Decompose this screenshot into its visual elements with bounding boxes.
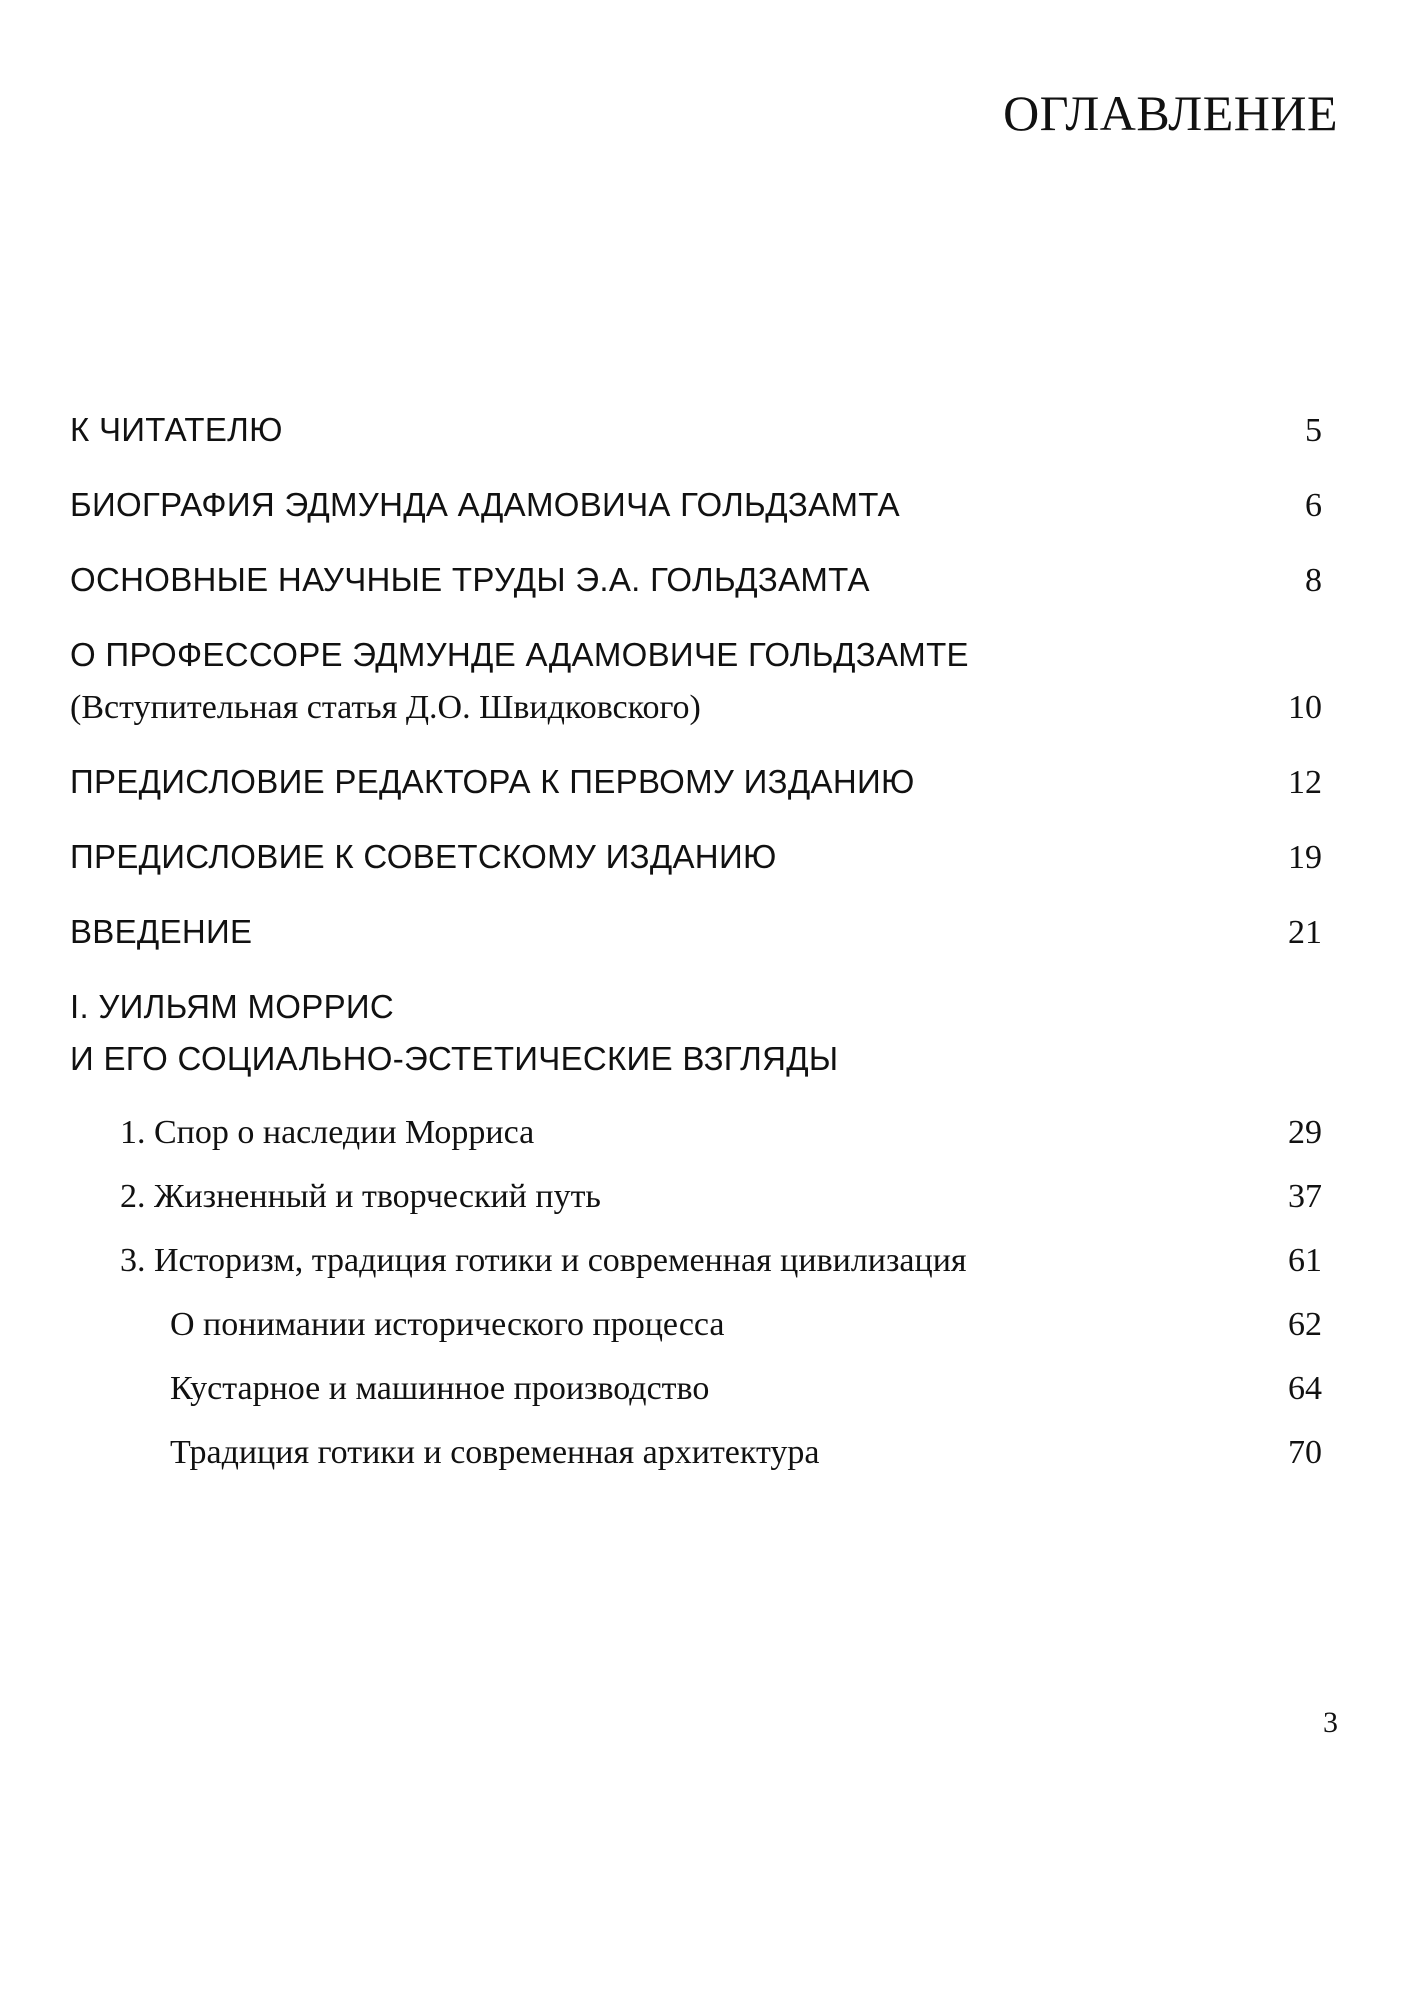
page-number: 3 bbox=[1323, 1706, 1338, 1739]
toc-entry-about-professor[interactable] bbox=[70, 629, 1322, 734]
toc-entry-title: К ЧИТАТЕЛЮ bbox=[70, 411, 283, 448]
toc-entry-page: 61 bbox=[1288, 1242, 1322, 1279]
toc-entry-title: 1. Спор о наследии Морриса bbox=[120, 1114, 535, 1151]
toc-entry-page: 10 bbox=[1288, 689, 1322, 726]
toc-entry-title: ПРЕДИСЛОВИЕ К СОВЕТСКОМУ ИЗДАНИЮ bbox=[70, 838, 777, 875]
toc-entry-title: Кустарное и машинное производство bbox=[170, 1370, 710, 1407]
toc-entry-title: ОСНОВНЫЕ НАУЧНЫЕ ТРУДЫ Э.А. ГОЛЬДЗАМТА bbox=[70, 561, 870, 598]
toc-entry-soviet-preface[interactable] bbox=[70, 831, 1322, 884]
toc-entry-introduction[interactable] bbox=[70, 906, 1322, 959]
toc-entry-to-reader[interactable] bbox=[70, 404, 1322, 457]
toc-entry-page: 70 bbox=[1288, 1434, 1322, 1471]
toc-entry-title: 3. Историзм, традиция готики и современная цивилизация bbox=[120, 1242, 967, 1279]
table-of-contents bbox=[70, 404, 1322, 1491]
toc-chapter-title-line-1: I. УИЛЬЯМ МОРРИС bbox=[70, 988, 395, 1025]
toc-section-1-3[interactable] bbox=[120, 1235, 1322, 1287]
toc-entry-page: 21 bbox=[1288, 914, 1322, 951]
toc-entry-title: 2. Жизненный и творческий путь bbox=[120, 1178, 601, 1215]
toc-subsection-gothic-architecture[interactable] bbox=[170, 1427, 1322, 1479]
toc-entry-editor-preface[interactable] bbox=[70, 756, 1322, 809]
toc-entry-page: 5 bbox=[1305, 412, 1322, 449]
toc-subsection-production[interactable] bbox=[170, 1363, 1322, 1415]
toc-entry-page: 29 bbox=[1288, 1114, 1322, 1151]
toc-entry-page: 37 bbox=[1288, 1178, 1322, 1215]
toc-subsection-historical-process[interactable] bbox=[170, 1299, 1322, 1351]
toc-chapter-title-line-2: И ЕГО СОЦИАЛЬНО-ЭСТЕТИЧЕСКИЕ ВЗГЛЯДЫ bbox=[70, 1040, 839, 1077]
page-title: ОГЛАВЛЕНИЕ bbox=[1003, 85, 1338, 141]
toc-entry-title: О ПРОФЕССОРЕ ЭДМУНДЕ АДАМОВИЧЕ ГОЛЬДЗАМТЕ bbox=[70, 636, 969, 673]
toc-entry-title: Традиция готики и современная архитектура bbox=[170, 1434, 820, 1471]
toc-section-1-1[interactable] bbox=[120, 1107, 1322, 1159]
toc-entry-page: 62 bbox=[1288, 1306, 1322, 1343]
toc-entry-page: 64 bbox=[1288, 1370, 1322, 1407]
toc-entry-title: ВВЕДЕНИЕ bbox=[70, 913, 253, 950]
toc-entry-works[interactable] bbox=[70, 554, 1322, 607]
toc-chapter-title bbox=[70, 981, 1322, 1085]
toc-entry-title: БИОГРАФИЯ ЭДМУНДА АДАМОВИЧА ГОЛЬДЗАМТА bbox=[70, 486, 900, 523]
toc-entry-title: ПРЕДИСЛОВИЕ РЕДАКТОРА К ПЕРВОМУ ИЗДАНИЮ bbox=[70, 763, 915, 800]
toc-entry-page: 6 bbox=[1305, 487, 1322, 524]
toc-entry-subtitle: (Вступительная статья Д.О. Швидковского) bbox=[70, 689, 701, 726]
toc-chapter-1[interactable] bbox=[70, 981, 1322, 1085]
toc-entry-title: О понимании исторического процесса bbox=[170, 1306, 725, 1343]
toc-entry-page: 12 bbox=[1288, 764, 1322, 801]
toc-entry-page: 19 bbox=[1288, 839, 1322, 876]
toc-entry-biography[interactable] bbox=[70, 479, 1322, 532]
toc-section-1-2[interactable] bbox=[120, 1171, 1322, 1223]
toc-entry-page: 8 bbox=[1305, 562, 1322, 599]
